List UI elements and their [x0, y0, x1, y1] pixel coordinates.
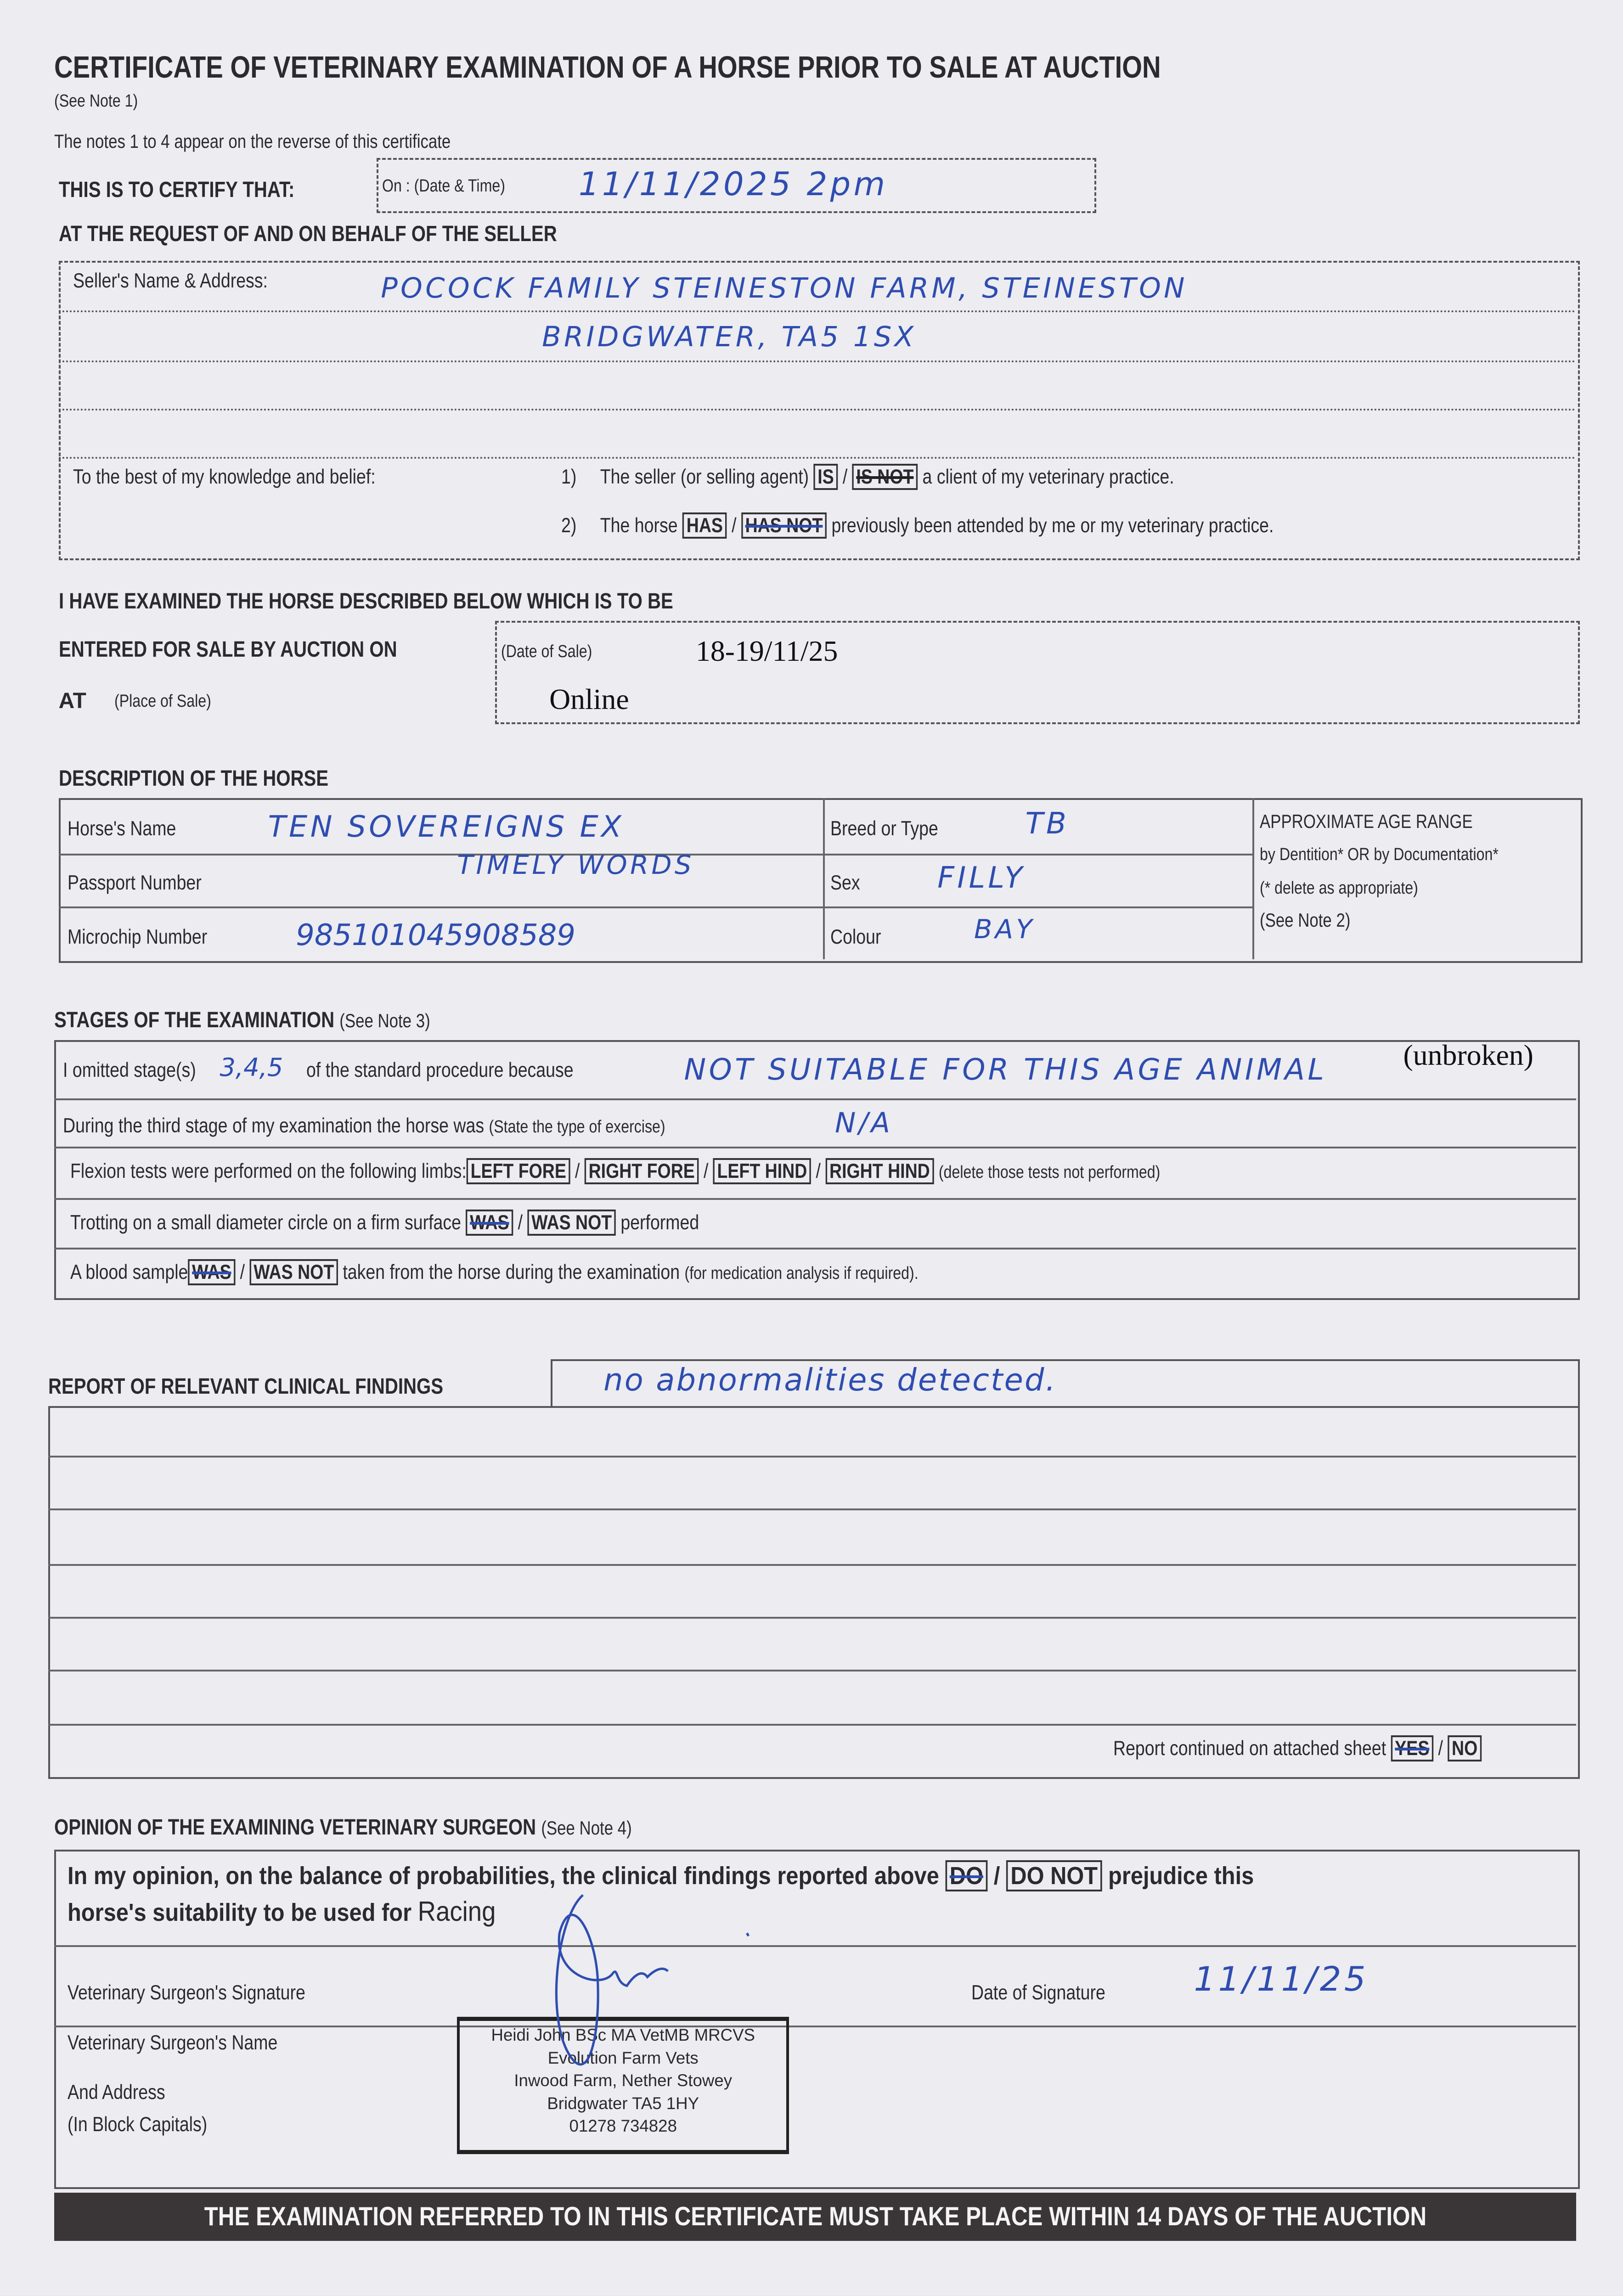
separator: /	[842, 466, 847, 489]
description-heading-text: DESCRIPTION OF THE HORSE	[58, 766, 328, 791]
knowledge-label	[73, 466, 433, 489]
place-of-sale-value: Online	[549, 683, 629, 716]
stamp-line: Inwood Farm, Nether Stowey	[514, 2071, 733, 2090]
sex-value: FILLY	[937, 861, 1026, 895]
colour-label	[830, 926, 891, 949]
divider	[54, 2026, 1576, 2027]
see-note-4: (See Note 4)	[541, 1817, 632, 1839]
option-is[interactable]: IS	[813, 464, 838, 490]
item-text: The seller (or selling agent)	[600, 466, 809, 489]
address-label	[68, 2081, 184, 2104]
sex-label	[830, 872, 866, 895]
certify-label	[59, 177, 339, 203]
omitted-label	[63, 1059, 221, 1082]
horse-name-label	[68, 817, 197, 840]
item-text: previously been attended by me or my veterinary practice.	[831, 514, 1274, 537]
seller-address-line1: POCOCK FAMILY STEINESTON FARM, STEINESTON	[381, 272, 1188, 305]
divider	[48, 1670, 1576, 1671]
divider	[54, 1098, 1576, 1100]
label-note: (for medication analysis if required).	[684, 1263, 919, 1283]
label-text: of the standard procedure because	[306, 1059, 574, 1081]
flexion-row: Flexion tests were performed on the following limbs: LEFT FORE / RIGHT FORE / LEFT HIND / RIGHT HIND (delete those tests not performed)	[70, 1160, 1368, 1183]
omitted-typed-note: (unbroken)	[1403, 1039, 1533, 1072]
item-text: a client of my veterinary practice.	[922, 466, 1174, 489]
third-stage-label	[63, 1114, 780, 1137]
stages-heading-text: STAGES OF THE EXAMINATION	[54, 1008, 335, 1033]
footer-text: THE EXAMINATION REFERRED TO IN THIS CERTIFICATE MUST TAKE PLACE WITHIN 14 DAYS OF THE AUCTION	[204, 2201, 1426, 2231]
footer-banner	[54, 2193, 1576, 2241]
opinion-heading-text: OPINION OF THE EXAMINING VETERINARY SURGEON	[54, 1815, 536, 1840]
label-text: Veterinary Surgeon's Name	[67, 2031, 278, 2054]
label-text: horse's suitability to be used for	[67, 1899, 411, 1927]
divider	[59, 360, 1576, 362]
place-of-sale-label	[114, 691, 230, 711]
label-text: prejudice this	[1108, 1862, 1254, 1890]
report-heading	[48, 1374, 518, 1399]
divider	[48, 1724, 1576, 1726]
option-has[interactable]: HAS	[682, 512, 727, 539]
certificate-title	[54, 50, 1372, 85]
age-range-cell	[1260, 805, 1544, 936]
label-note: (State the type of exercise)	[489, 1117, 665, 1137]
label-text: Date of Signature	[971, 1981, 1105, 2004]
passport-label	[68, 872, 227, 895]
sale-box	[495, 621, 1580, 724]
request-heading	[59, 221, 652, 247]
limb-right-hind[interactable]: RIGHT HIND	[825, 1158, 934, 1184]
date-signature-label	[971, 1981, 1131, 2004]
item-text: The horse	[600, 514, 678, 537]
opinion-line-1: In my opinion, on the balance of probabilities, the clinical findings reported above DO / DO NOT prejudice this	[68, 1862, 1386, 1890]
option-is-not-struck[interactable]: IS NOT	[852, 464, 917, 490]
option-has-not-struck[interactable]: HAS NOT	[741, 512, 826, 539]
label-text: (In Block Capitals)	[67, 2113, 207, 2136]
date-of-sale-label	[501, 642, 609, 662]
block-capitals-label	[68, 2113, 234, 2136]
divider	[59, 457, 1576, 459]
examined-heading-text: I HAVE EXAMINED THE HORSE DESCRIBED BELOW WHICH IS TO BE	[58, 589, 673, 614]
divider	[48, 1508, 1576, 1510]
stamp-line: 01278 734828	[569, 2116, 677, 2136]
knowledge-label-text: To the best of my knowledge and belief:	[73, 466, 376, 489]
intended-use-value: Racing	[417, 1896, 496, 1927]
omitted-post	[306, 1059, 624, 1082]
option-was-struck[interactable]: WAS	[188, 1259, 236, 1285]
divider	[59, 409, 1576, 411]
stamp-line: Bridgwater TA5 1HY	[547, 2093, 699, 2113]
label-text: And Address	[67, 2081, 165, 2104]
seller-address-line2: BRIDGWATER, TA5 1SX	[542, 321, 917, 353]
seller-label-text: Seller's Name & Address:	[73, 269, 268, 292]
label-text: Report continued on attached sheet	[1113, 1737, 1386, 1760]
separator: /	[731, 514, 737, 537]
description-heading	[59, 766, 380, 791]
see-note-1-text: (See Note 1)	[54, 90, 138, 111]
divider	[59, 310, 1576, 312]
label-text: I omitted stage(s)	[63, 1059, 196, 1081]
colour-value: BAY	[974, 914, 1035, 945]
seller-label	[73, 270, 305, 293]
option-do-not[interactable]: DO NOT	[1006, 1860, 1102, 1891]
limb-left-hind[interactable]: LEFT HIND	[713, 1158, 811, 1184]
label-text: Breed or Type	[830, 817, 939, 840]
datetime-label-text: On : (Date & Time)	[382, 175, 506, 196]
option-yes-struck[interactable]: YES	[1391, 1735, 1433, 1761]
signature-label	[68, 1981, 351, 2004]
breed-label	[830, 817, 959, 840]
trotting-row: Trotting on a small diameter circle on a firm surface WAS / WAS NOT performed	[70, 1211, 819, 1234]
age-title: APPROXIMATE AGE RANGE	[1259, 810, 1473, 833]
divider	[54, 1198, 1576, 1200]
item-number: 1)	[561, 466, 576, 489]
option-do-struck[interactable]: DO	[945, 1860, 987, 1891]
passport-value: TIMELY WORDS	[457, 849, 694, 880]
opinion-heading	[54, 1815, 742, 1840]
date-of-sale-value: 18-19/11/25	[696, 635, 838, 668]
age-see-note: (See Note 2)	[1259, 909, 1351, 931]
surgeon-name-label	[68, 2032, 318, 2054]
at-label: AT	[58, 689, 86, 714]
option-was-not[interactable]: WAS NOT	[528, 1210, 616, 1236]
opinion-line-2	[68, 1895, 543, 1927]
divider	[823, 798, 825, 959]
label-text: During the third stage of my examination the horse was	[63, 1114, 485, 1137]
label-text: Sex	[830, 871, 861, 894]
datetime-label	[382, 176, 529, 196]
knowledge-item-2	[561, 514, 1409, 537]
divider	[54, 1248, 1576, 1249]
see-note-1	[54, 91, 154, 111]
label-text: Microchip Number	[67, 925, 207, 948]
divider	[48, 1456, 1576, 1458]
label-text: Trotting on a small diameter circle on a firm surface	[70, 1211, 462, 1234]
option-was-struck[interactable]: WAS	[466, 1210, 513, 1236]
notes-line	[54, 130, 526, 152]
limb-left-fore[interactable]: LEFT FORE	[467, 1158, 570, 1184]
exam-datetime-value: 11/11/2025 2pm	[578, 165, 888, 203]
request-heading-text: AT THE REQUEST OF AND ON BEHALF OF THE SELLER	[58, 221, 557, 246]
option-was-not[interactable]: WAS NOT	[250, 1259, 338, 1285]
label-text: Flexion tests were performed on the following limbs:	[70, 1160, 467, 1183]
item-number: 2)	[561, 514, 576, 537]
entered-label-text: ENTERED FOR SALE BY AUCTION ON	[58, 637, 397, 662]
stages-heading	[54, 1007, 502, 1033]
divider	[54, 1945, 1576, 1947]
divider	[54, 1147, 1576, 1148]
limb-right-fore[interactable]: RIGHT FORE	[585, 1158, 699, 1184]
certify-label-text: THIS IS TO CERTIFY THAT:	[58, 177, 294, 202]
examined-heading	[59, 589, 790, 614]
vet-signature	[542, 1889, 776, 2094]
blood-row: A blood sample WAS / WAS NOT taken from the horse during the examination (for medication analysis if required).	[70, 1261, 1080, 1284]
horse-name-value: TEN SOVEREIGNS EX	[268, 810, 625, 844]
place-of-sale-label-text: (Place of Sale)	[114, 691, 211, 711]
label-text: Veterinary Surgeon's Signature	[67, 1981, 305, 2004]
divider	[1252, 798, 1254, 959]
entered-label	[59, 637, 462, 662]
findings-text: no abnormalities detected.	[603, 1362, 1057, 1398]
label-text: performed	[620, 1211, 699, 1234]
breed-value: TB	[1025, 807, 1070, 841]
knowledge-item-1	[561, 466, 1291, 489]
stamp-line: Heidi John BSc MA VetMB MRCVS	[491, 2026, 755, 2045]
divider	[48, 1617, 1576, 1619]
notes-line-text: The notes 1 to 4 appear on the reverse of this certificate	[54, 130, 451, 152]
omitted-stages-value: 3,4,5	[220, 1053, 283, 1082]
option-no[interactable]: NO	[1448, 1735, 1482, 1761]
microchip-value: 985101045908589	[296, 918, 575, 952]
findings-box	[48, 1406, 1580, 1779]
divider	[59, 906, 1252, 908]
third-stage-value: N/A	[835, 1107, 893, 1140]
date-signature-value: 11/11/25	[1194, 1959, 1369, 1999]
date-of-sale-label-text: (Date of Sale)	[501, 642, 592, 661]
label-note: (delete those tests not performed)	[938, 1162, 1161, 1182]
microchip-label	[68, 926, 234, 949]
stamp-line: Evolution Farm Vets	[547, 2048, 699, 2067]
label-text: Horse's Name	[67, 817, 176, 840]
label-text: A blood sample	[70, 1261, 188, 1284]
continued-row: Report continued on attached sheet YES / NO	[1113, 1737, 1552, 1760]
divider	[48, 1564, 1576, 1566]
see-note-3: (See Note 3)	[339, 1010, 430, 1032]
label-text: taken from the horse during the examination	[343, 1261, 680, 1284]
label-text: Passport Number	[67, 871, 202, 894]
label-text: In my opinion, on the balance of probabilities, the clinical findings reported above	[67, 1862, 939, 1890]
age-delete-note: (* delete as appropriate)	[1259, 878, 1418, 898]
report-heading-text: REPORT OF RELEVANT CLINICAL FINDINGS	[48, 1374, 444, 1399]
age-by: by Dentition* OR by Documentation*	[1259, 844, 1499, 865]
title-text: CERTIFICATE OF VETERINARY EXAMINATION OF A HORSE PRIOR TO SALE AT AUCTION	[54, 50, 1161, 85]
omitted-reason: NOT SUITABLE FOR THIS AGE ANIMAL	[684, 1053, 1327, 1087]
label-text: Colour	[830, 925, 881, 948]
